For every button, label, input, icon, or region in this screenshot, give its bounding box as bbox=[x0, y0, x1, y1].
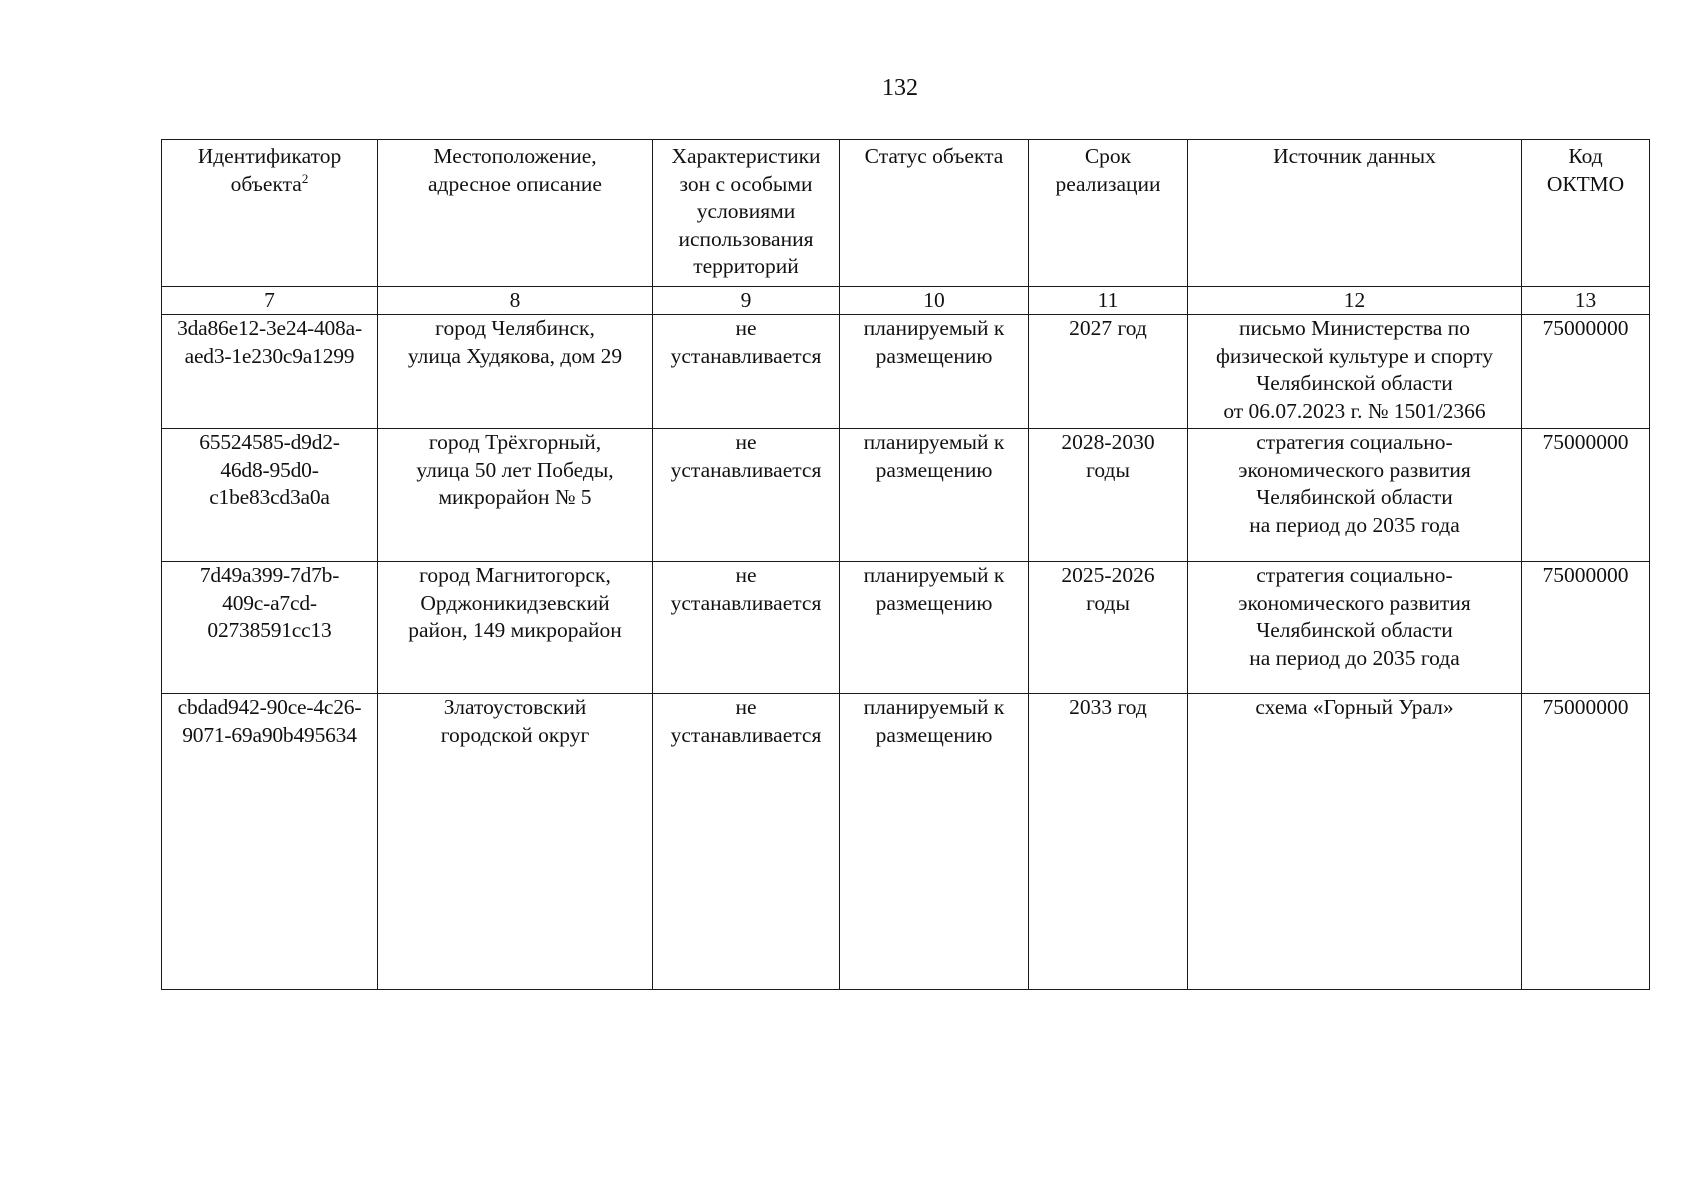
table-row bbox=[162, 315, 1650, 429]
object-id-cell: 65524585-d9d2- 46d8-95d0- c1be83cd3a0a bbox=[162, 429, 378, 562]
header-object-id: Идентификатор объекта$^2$ bbox=[162, 140, 378, 287]
source-cell: стратегия социально- экономического развития Челябинской области на период до 2035 года bbox=[1188, 429, 1522, 562]
column-number: 8 bbox=[378, 287, 653, 315]
zones-cell: не устанавливается bbox=[653, 694, 840, 990]
object-id-cell: cbdad942-90ce-4c26- 9071-69a90b495634 bbox=[162, 694, 378, 990]
table-row bbox=[162, 562, 1650, 694]
zones-cell: не устанавливается bbox=[653, 562, 840, 694]
column-number: 9 bbox=[653, 287, 840, 315]
term-cell: 2027 год bbox=[1029, 315, 1188, 429]
header-zones: Характеристики зон с особыми условиями использования территорий bbox=[653, 140, 840, 287]
status-cell: планируемый к размещению bbox=[840, 694, 1029, 990]
page-number: 132 bbox=[882, 75, 918, 101]
header-oktmo: Код ОКТМО bbox=[1522, 140, 1650, 287]
column-numbers-row bbox=[162, 287, 1650, 315]
zones-cell: не устанавливается bbox=[653, 315, 840, 429]
term-cell: 2033 год bbox=[1029, 694, 1188, 990]
column-number: 11 bbox=[1029, 287, 1188, 315]
status-cell: планируемый к размещению bbox=[840, 562, 1029, 694]
object-id-cell: 7d49a399-7d7b- 409c-a7cd- 02738591cc13 bbox=[162, 562, 378, 694]
header-location: Местоположение, адресное описание bbox=[378, 140, 653, 287]
source-cell: схема «Горный Урал» bbox=[1188, 694, 1522, 990]
object-id-cell: 3da86e12-3e24-408a- aed3-1e230c9a1299 bbox=[162, 315, 378, 429]
zones-cell: не устанавливается bbox=[653, 429, 840, 562]
oktmo-cell: 75000000 bbox=[1522, 694, 1650, 990]
objects-table bbox=[161, 139, 1650, 990]
header-status: Статус объекта bbox=[840, 140, 1029, 287]
oktmo-cell: 75000000 bbox=[1522, 315, 1650, 429]
term-cell: 2028-2030 годы bbox=[1029, 429, 1188, 562]
status-cell: планируемый к размещению bbox=[840, 315, 1029, 429]
location-cell: Златоустовский городской округ bbox=[378, 694, 653, 990]
status-cell: планируемый к размещению bbox=[840, 429, 1029, 562]
location-cell: город Магнитогорск, Орджоникидзевский район, 149 микрорайон bbox=[378, 562, 653, 694]
source-cell: письмо Министерства по физической культуре и спорту Челябинской области от 06.07.2023 г. № 1501/2366 bbox=[1188, 315, 1522, 429]
location-cell: город Трёхгорный, улица 50 лет Победы, микрорайон № 5 bbox=[378, 429, 653, 562]
header-term: Срок реализации bbox=[1029, 140, 1188, 287]
location-cell: город Челябинск, улица Худякова, дом 29 bbox=[378, 315, 653, 429]
oktmo-cell: 75000000 bbox=[1522, 562, 1650, 694]
oktmo-cell: 75000000 bbox=[1522, 429, 1650, 562]
table-row bbox=[162, 429, 1650, 562]
header-source: Источник данных bbox=[1188, 140, 1522, 287]
column-number: 10 bbox=[840, 287, 1029, 315]
table-row bbox=[162, 694, 1650, 990]
term-cell: 2025-2026 годы bbox=[1029, 562, 1188, 694]
column-number: 12 bbox=[1188, 287, 1522, 315]
column-number: 13 bbox=[1522, 287, 1650, 315]
column-number: 7 bbox=[162, 287, 378, 315]
source-cell: стратегия социально- экономического развития Челябинской области на период до 2035 года bbox=[1188, 562, 1522, 694]
table-header-row bbox=[162, 140, 1650, 287]
